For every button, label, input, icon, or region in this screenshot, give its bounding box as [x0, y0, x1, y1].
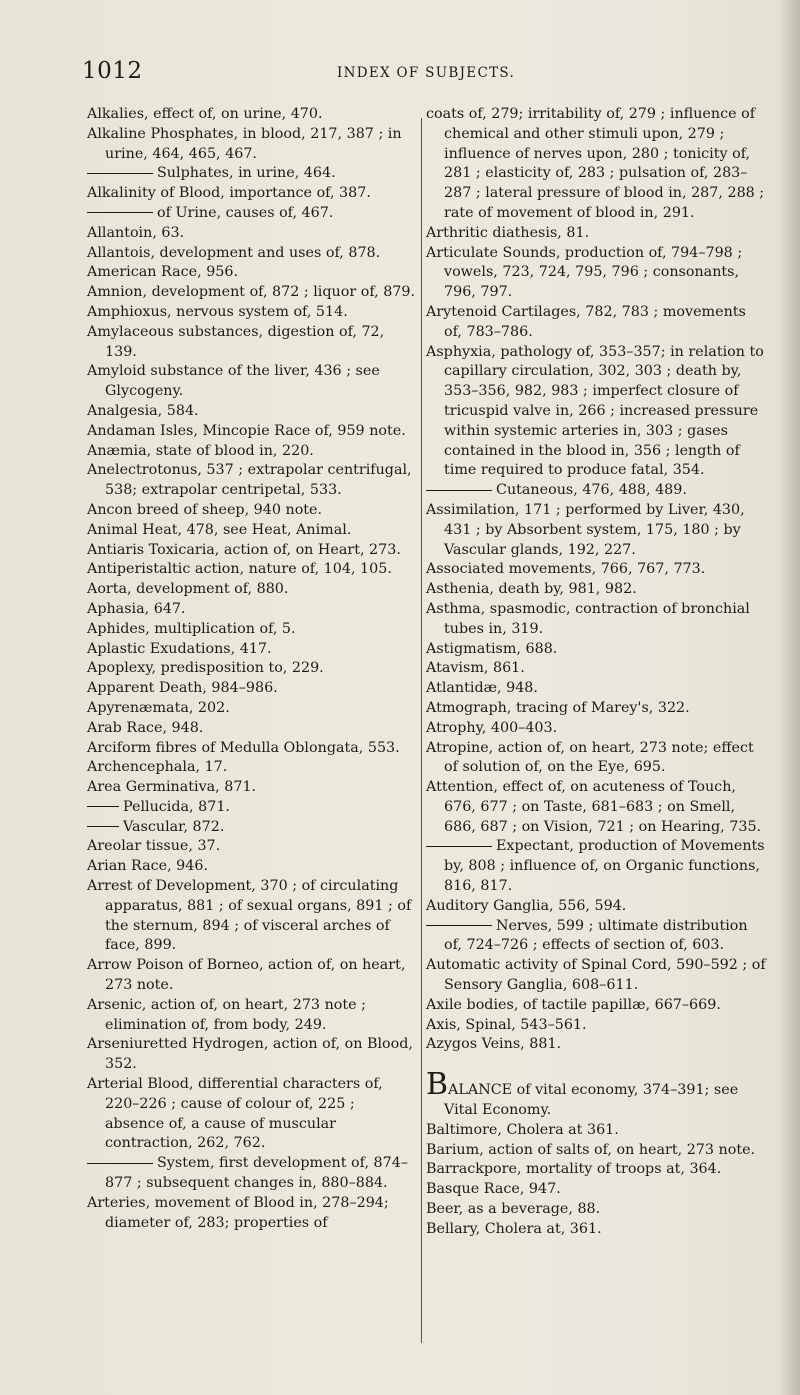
index-entry	[87, 659, 416, 679]
index-entry-text: Aorta, development of, 880.	[87, 581, 289, 598]
index-column-right	[426, 105, 766, 1240]
index-entry	[87, 263, 416, 283]
index-entry	[426, 580, 766, 600]
index-entry	[426, 778, 766, 837]
index-entry	[426, 699, 766, 719]
index-entry-text: Azygos Veins, 881.	[426, 1036, 562, 1053]
index-entry	[87, 1154, 416, 1194]
index-entry-text: Auditory Ganglia, 556, 594.	[426, 897, 627, 914]
index-entry-text: Atmograph, tracing of Marey's, 322.	[426, 699, 690, 716]
index-entry	[87, 442, 416, 462]
index-entry	[426, 244, 766, 303]
index-entry-text: of Urine, causes of, 467.	[157, 204, 334, 221]
index-entry-text: Arian Race, 946.	[87, 858, 209, 875]
index-entry	[87, 620, 416, 640]
repeat-dash	[87, 826, 119, 827]
index-entry	[87, 224, 416, 244]
index-entry-text: Pellucida, 871.	[123, 798, 230, 815]
index-entry-text: Analgesia, 584.	[87, 402, 199, 419]
index-entry	[426, 1160, 766, 1180]
index-entry-text: Nerves, 599 ; ultimate distribution of, 724–726 ; effects of section of, 603.	[444, 917, 748, 954]
index-entry-text: Astigmatism, 688.	[426, 640, 558, 657]
index-entry	[87, 1194, 416, 1234]
index-entry	[426, 1141, 766, 1161]
index-entry-text: Andaman Isles, Mincopie Race of, 959 note.	[87, 422, 406, 439]
index-entry-text: Aplastic Exudations, 417.	[87, 640, 272, 657]
index-entry	[426, 659, 766, 679]
index-entry-text: Arytenoid Cartilages, 782, 783 ; movements of, 783–786.	[426, 303, 746, 340]
index-entry	[87, 402, 416, 422]
index-entry	[426, 917, 766, 957]
index-entry-text: Barrackpore, mortality of troops at, 364.	[426, 1161, 722, 1178]
index-entry-text: Arseniuretted Hydrogen, action of, on Blood, 352.	[87, 1036, 413, 1073]
index-entry-text: Atrophy, 400–403.	[426, 719, 558, 736]
index-entry	[426, 897, 766, 917]
section-initial: B	[426, 1067, 449, 1103]
index-entry	[87, 798, 416, 818]
index-entry	[87, 1075, 416, 1154]
index-entry-text: Barium, action of salts of, on heart, 273 note.	[426, 1141, 756, 1158]
index-entry-text: Alkalinity of Blood, importance of, 387.	[87, 185, 371, 202]
index-entry	[87, 758, 416, 778]
index-entry	[87, 541, 416, 561]
repeat-dash	[87, 1163, 153, 1164]
index-entry	[426, 501, 766, 560]
index-entry-text: Animal Heat, 478, see Heat, Animal.	[87, 521, 352, 538]
index-entry-text: Assimilation, 171 ; performed by Liver, 430, 431 ; by Absorbent system, 175, 180 ; by Vascular glands, 192, 227.	[426, 501, 745, 558]
index-entry-text: Alkalies, effect of, on urine, 470.	[87, 106, 323, 122]
index-entry	[87, 105, 416, 125]
index-entry	[87, 818, 416, 838]
index-entry	[426, 1016, 766, 1036]
index-entry	[87, 164, 416, 184]
repeat-dash	[426, 490, 492, 491]
index-entry	[87, 719, 416, 739]
index-entry-text: Allantoin, 63.	[87, 224, 185, 241]
index-entry-text: Arthritic diathesis, 81.	[426, 224, 590, 241]
index-entry	[87, 857, 416, 877]
index-entry-text: Attention, effect of, on acuteness of Touch, 676, 677 ; on Taste, 681–683 ; on Smell, 686, 687 ; on Vision, 721 ; on Hearing, 735.	[426, 779, 762, 835]
index-entry-text: Vascular, 872.	[123, 818, 225, 835]
repeat-dash	[87, 806, 119, 807]
index-entry-text: Asthenia, death by, 981, 982.	[426, 581, 637, 598]
index-entry	[426, 719, 766, 739]
index-entry	[426, 679, 766, 699]
index-entry	[426, 1035, 766, 1055]
index-entry	[426, 1067, 766, 1121]
index-entry	[87, 461, 416, 501]
repeat-dash	[87, 212, 153, 213]
index-entry-text: Arteries, movement of Blood in, 278–294; diameter of, 283; properties of	[87, 1194, 389, 1231]
index-entry	[87, 501, 416, 521]
repeat-dash	[426, 925, 492, 926]
index-entry	[426, 1220, 766, 1240]
index-entry	[87, 362, 416, 402]
index-entry-text: Asthma, spasmodic, contraction of bronchial tubes in, 319.	[426, 600, 750, 637]
index-entry-text: Apyrenæmata, 202.	[87, 699, 230, 716]
index-entry-text: Antiperistaltic action, nature of, 104, 105.	[87, 561, 392, 578]
index-entry-text: Area Germinativa, 871.	[87, 779, 257, 796]
index-entry	[87, 996, 416, 1036]
index-entry	[426, 1180, 766, 1200]
index-entry	[87, 1035, 416, 1075]
index-entry-text: Articulate Sounds, production of, 794–798 ; vowels, 723, 724, 795, 796 ; consonants, 796, 797.	[426, 244, 743, 301]
index-entry-text: Arab Race, 948.	[87, 719, 204, 736]
index-entry-text: Amylaceous substances, digestion of, 72, 139.	[87, 323, 385, 360]
index-entry-text: Allantois, development and uses of, 878.	[87, 244, 381, 261]
index-entry-text: Areolar tissue, 37.	[87, 838, 221, 855]
index-entry	[87, 580, 416, 600]
index-entry-text: ALANCE of vital economy, 374–391; see Vital Economy.	[444, 1082, 739, 1119]
index-entry-text: Bellary, Cholera at, 361.	[426, 1220, 602, 1237]
index-entry	[87, 244, 416, 264]
index-entry	[426, 303, 766, 343]
index-entry-text: Apparent Death, 984–986.	[87, 680, 278, 697]
index-entry	[87, 125, 416, 165]
index-entry-text: Baltimore, Cholera at 361.	[426, 1121, 619, 1138]
index-entry-text: Anelectrotonus, 537 ; extrapolar centrifugal, 538; extrapolar centripetal, 533.	[87, 462, 412, 499]
index-entry-text: Antiaris Toxicaria, action of, on Heart, 273.	[87, 541, 401, 558]
index-entry-text: Aphasia, 647.	[87, 600, 186, 617]
index-entry	[426, 224, 766, 244]
index-entry	[426, 343, 766, 482]
index-entry-text: Atlantidæ, 948.	[426, 680, 538, 697]
index-entry	[87, 739, 416, 759]
index-entry-text: American Race, 956.	[87, 264, 239, 281]
index-entry	[87, 184, 416, 204]
index-entry-text: Atavism, 861.	[426, 660, 525, 677]
index-entry	[87, 303, 416, 323]
index-entry	[426, 640, 766, 660]
index-entry-text: Amyloid substance of the liver, 436 ; see Glycogeny.	[87, 363, 380, 400]
index-entry	[87, 600, 416, 620]
index-entry	[426, 837, 766, 896]
index-entry-text: Apoplexy, predisposition to, 229.	[87, 660, 324, 677]
index-entry-text: coats of, 279; irritability of, 279 ; influence of chemical and other stimuli upon, 279 ; influence of nerves upon, 280 ; tonicity of, 281 ; elasticity of, 283 ; pulsation of, 283–287 ; lateral pressure of blood in, 287, 288 ; rate of movement of blood in, 291.	[426, 106, 765, 221]
index-entry-text: Anæmia, state of blood in, 220.	[87, 442, 314, 459]
index-entry-text: Axile bodies, of tactile papillæ, 667–669.	[426, 996, 721, 1013]
index-entry	[87, 323, 416, 363]
index-entry-text: Archencephala, 17.	[87, 759, 228, 776]
index-entry-text: Automatic activity of Spinal Cord, 590–592 ; of Sensory Ganglia, 608–611.	[426, 957, 766, 994]
index-entry	[426, 1121, 766, 1141]
index-entry	[87, 521, 416, 541]
index-entry-text: Expectant, production of Movements by, 808 ; influence of, on Organic functions, 816, 817.	[444, 838, 765, 895]
index-entry	[87, 837, 416, 857]
page-header	[0, 58, 800, 88]
index-entry-text: Asphyxia, pathology of, 353–357; in relation to capillary circulation, 302, 303 ; death by, 353–356, 982, 983 ; imperfect closure of tricuspid valve in, 266 ; increased pressure within systemic arteries in, 303 ; gases contained in the blood in, 356 ; length of time required to produce fatal, 354.	[426, 343, 764, 479]
index-entry-text: Associated movements, 766, 767, 773.	[426, 561, 706, 578]
index-entry	[87, 699, 416, 719]
index-entry-text: Beer, as a beverage, 88.	[426, 1201, 601, 1218]
index-entry-text: Arterial Blood, differential characters of, 220–226 ; cause of colour of, 225 ; absence of, a cause of muscular contraction, 262, 762.	[87, 1076, 383, 1152]
index-entry-text: Arsenic, action of, on heart, 273 note ; elimination of, from body, 249.	[87, 996, 366, 1033]
index-entry-text: Arciform fibres of Medulla Oblongata, 553.	[87, 739, 400, 756]
index-entry-text: Sulphates, in urine, 464.	[157, 165, 336, 182]
index-entry-text: Axis, Spinal, 543–561.	[426, 1016, 587, 1033]
index-entry	[87, 877, 416, 956]
index-entry	[426, 1200, 766, 1220]
page-number: 1012	[82, 58, 143, 84]
index-entry	[426, 739, 766, 779]
running-head: INDEX OF SUBJECTS.	[337, 65, 516, 81]
index-entry	[87, 204, 416, 224]
index-entry	[426, 996, 766, 1016]
index-entry	[426, 600, 766, 640]
index-entry-text: System, first development of, 874–877 ; subsequent changes in, 880–884.	[105, 1155, 408, 1192]
index-entry	[87, 956, 416, 996]
index-entry-text: Amphioxus, nervous system of, 514.	[87, 303, 348, 320]
index-entry-text: Ancon breed of sheep, 940 note.	[87, 501, 323, 518]
index-entry-text: Amnion, development of, 872 ; liquor of, 879.	[87, 284, 416, 301]
index-entry-text: Alkaline Phosphates, in blood, 217, 387 ; in urine, 464, 465, 467.	[87, 125, 402, 162]
index-entry	[87, 283, 416, 303]
index-entry	[87, 778, 416, 798]
index-entry	[426, 956, 766, 996]
index-entry-text: Arrow Poison of Borneo, action of, on heart, 273 note.	[87, 957, 406, 994]
index-entry	[87, 422, 416, 442]
repeat-dash	[426, 846, 492, 847]
index-entry-text: Basque Race, 947.	[426, 1181, 561, 1198]
index-entry	[87, 560, 416, 580]
repeat-dash	[87, 173, 153, 174]
index-column-left	[87, 105, 416, 1233]
index-entry-text: Arrest of Development, 370 ; of circulating apparatus, 881 ; of sexual organs, 891 ; of the sternum, 894 ; of visceral arches of face, 899.	[87, 878, 412, 954]
index-entry	[426, 560, 766, 580]
index-entry-text: Cutaneous, 476, 488, 489.	[496, 482, 687, 499]
index-entry	[426, 481, 766, 501]
index-entry	[87, 640, 416, 660]
index-entry-text: Aphides, multiplication of, 5.	[87, 620, 296, 637]
section-gap	[426, 1055, 766, 1075]
index-entry	[87, 679, 416, 699]
page-edge-shadow	[780, 0, 800, 1395]
column-divider	[421, 118, 422, 1343]
index-entry	[426, 105, 766, 224]
index-entry-text: Atropine, action of, on heart, 273 note; effect of solution of, on the Eye, 695.	[426, 739, 754, 776]
